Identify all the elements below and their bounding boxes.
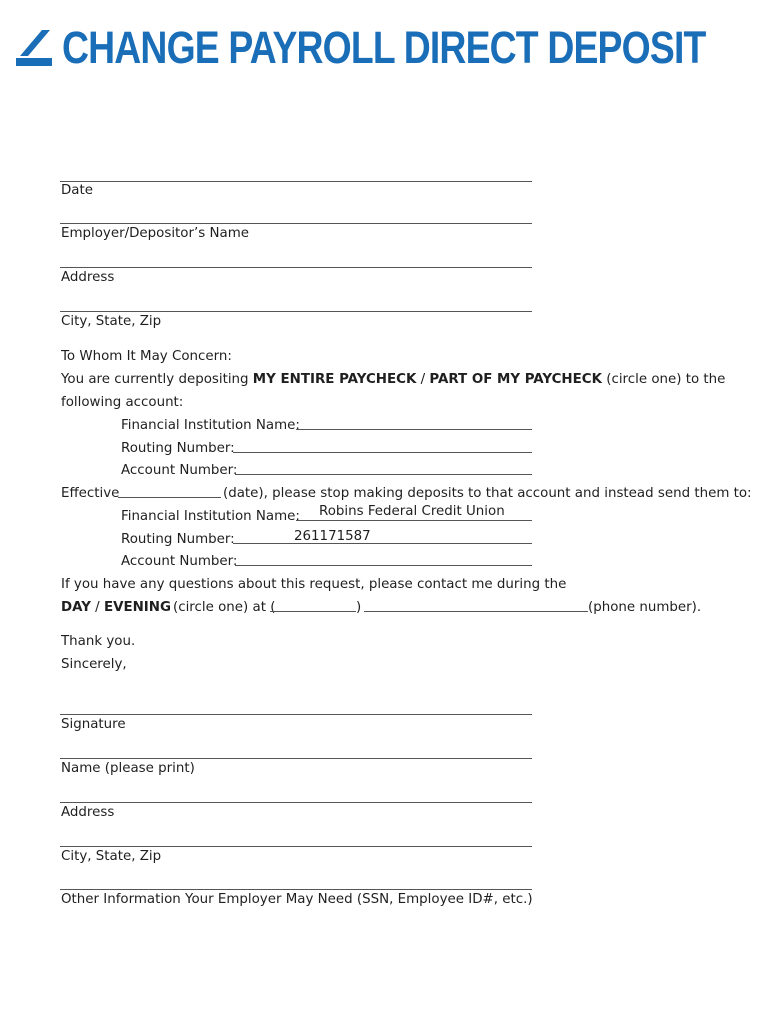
intro-prefix: You are currently depositing	[61, 372, 253, 387]
new-institution-label: Financial Institution Name:	[121, 509, 300, 524]
signature-label: Signature	[61, 717, 126, 732]
phone-number-label: (phone number).	[588, 600, 702, 615]
contact-line-2	[61, 599, 171, 617]
new-routing-line[interactable]	[233, 543, 532, 544]
intro-suffix: (circle one) to the	[601, 372, 726, 387]
current-routing-line[interactable]	[233, 452, 532, 453]
effective-suffix: (date), please stop making deposits to that account and instead send them to:	[223, 486, 752, 501]
option-separator: /	[416, 372, 430, 387]
new-routing-value[interactable]: 261171587	[294, 529, 371, 544]
greeting: To Whom It May Concern:	[61, 349, 232, 364]
contact-close-paren: )	[356, 600, 362, 615]
contact-line-1: If you have any questions about this request, please contact me during the	[61, 577, 567, 592]
signature-line[interactable]	[60, 714, 532, 715]
area-code-line[interactable]	[270, 611, 356, 612]
option-day[interactable]: DAY	[61, 600, 91, 615]
signer-city-line[interactable]	[60, 846, 532, 847]
other-info-line[interactable]	[60, 889, 532, 890]
new-account-label: Account Number:	[121, 554, 238, 569]
sincerely-text: Sincerely,	[61, 657, 127, 672]
other-info-label: Other Information Your Employer May Need (SSN, Employee ID#, etc.)	[61, 892, 533, 907]
current-institution-label: Financial Institution Name:	[121, 418, 300, 433]
new-institution-value[interactable]: Robins Federal Credit Union	[319, 504, 505, 519]
signer-address-label: Address	[61, 805, 115, 820]
current-account-line[interactable]	[235, 474, 532, 475]
current-routing-label: Routing Number:	[121, 441, 235, 456]
employer-name-label: Employer/Depositor’s Name	[61, 226, 249, 241]
option-part-paycheck[interactable]: PART OF MY PAYCHECK	[429, 372, 602, 387]
current-account-label: Account Number:	[121, 463, 238, 478]
contact-circle-text: (circle one) at (	[173, 600, 276, 615]
phone-number-line[interactable]	[364, 611, 588, 612]
signer-address-line[interactable]	[60, 802, 532, 803]
option-evening[interactable]: EVENING	[103, 600, 171, 615]
date-label: Date	[61, 183, 94, 198]
intro-line-2: following account:	[61, 395, 184, 410]
effective-date-line[interactable]	[118, 497, 221, 498]
date-line[interactable]	[60, 181, 532, 182]
effective-label: Effective	[61, 486, 120, 501]
page-title: CHANGE PAYROLL DIRECT DEPOSIT	[62, 22, 706, 73]
current-institution-line[interactable]	[296, 429, 532, 430]
new-account-line[interactable]	[235, 565, 532, 566]
credit-union-logo	[14, 26, 54, 68]
employer-name-line[interactable]	[60, 223, 532, 224]
signer-city-label: City, State, Zip	[61, 849, 162, 864]
employer-city-line[interactable]	[60, 311, 532, 312]
new-routing-label: Routing Number:	[121, 532, 235, 547]
employer-address-line[interactable]	[60, 267, 532, 268]
intro-line	[61, 371, 725, 389]
employer-city-label: City, State, Zip	[61, 314, 162, 329]
print-name-label: Name (please print)	[61, 761, 195, 776]
thanks-text: Thank you.	[61, 634, 136, 649]
option-entire-paycheck[interactable]: MY ENTIRE PAYCHECK	[252, 372, 417, 387]
print-name-line[interactable]	[60, 758, 532, 759]
contact-separator: /	[90, 600, 104, 615]
employer-address-label: Address	[61, 270, 115, 285]
